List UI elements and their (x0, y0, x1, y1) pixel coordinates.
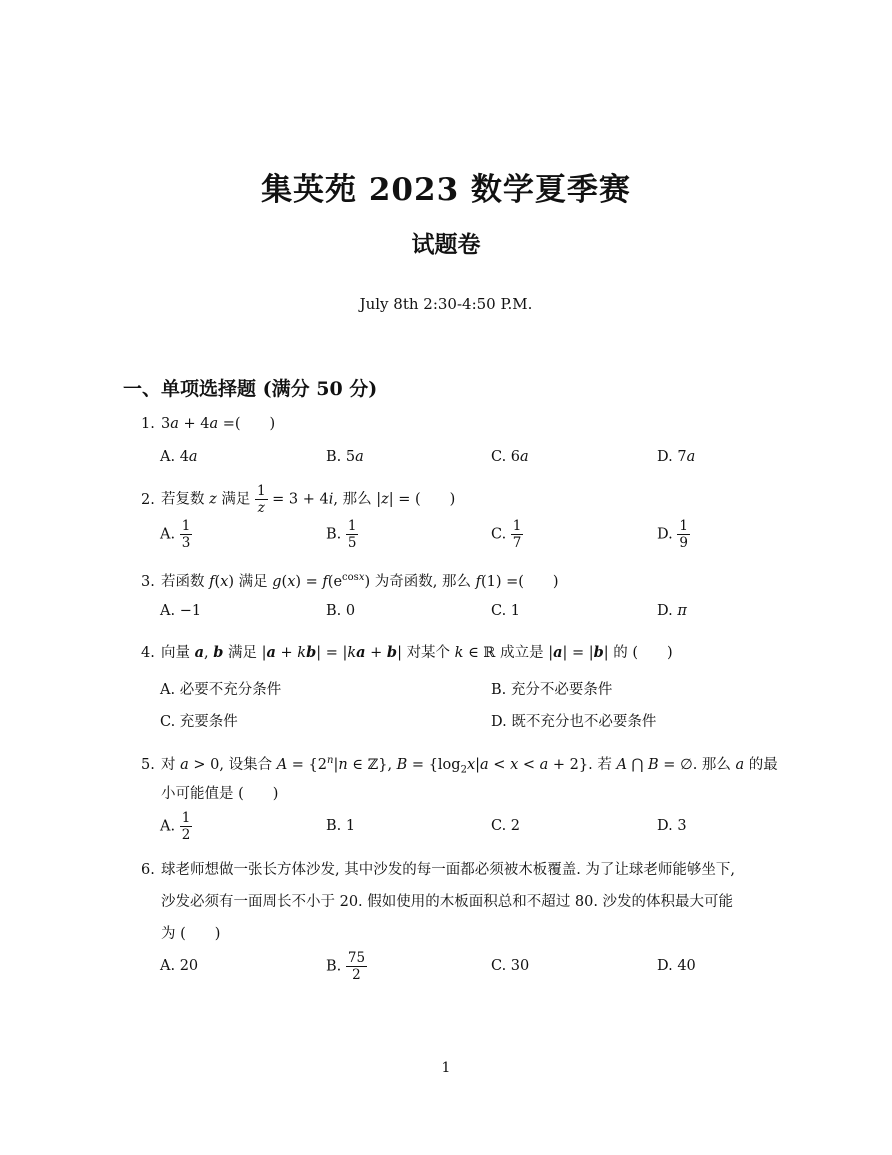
q4-option-b: B. 充分不必要条件 (491, 682, 613, 698)
q5-option-b: B. 1 (326, 818, 356, 834)
q2-option-d: D. $\frac{1}{9}$ (657, 518, 688, 551)
exam-date: July 8th 2:30-4:50 P.M. (359, 295, 533, 313)
q3-option-a: A. −1 (160, 603, 202, 619)
q4-option-c: C. 充要条件 (160, 714, 238, 730)
q6-option-d: D. 40 (657, 958, 696, 974)
exam-title: 集英苑 2023 数学夏季赛 (261, 172, 631, 208)
q5-option-d: D. 3 (657, 818, 687, 834)
question-6-stem-line3: 为 ( ) (161, 926, 221, 942)
q6-option-b: B. $\frac{75}{2}$ (326, 950, 366, 983)
q5-option-c: C. 2 (491, 818, 521, 834)
question-6-stem-line2: 沙发必须有一面周长不小于 20. 假如使用的木板面积总和不超过 80. 沙发的体积最大可能 (161, 894, 734, 910)
q1-option-c: C. 6a (491, 449, 529, 465)
q4-option-a: A. 必要不充分条件 (160, 682, 282, 698)
question-3-stem: 3. 若函数 f(x) 满足 $g(x) = f(e^{cosx})$ 为奇函数, 那么 f(1) =( ) (141, 572, 559, 590)
q1-option-d: D. 7a (657, 449, 696, 465)
exam-subtitle: 试题卷 (411, 231, 481, 258)
question-5-stem-line2: 小可能值是 ( ) (161, 786, 279, 802)
question-2-stem: 2. 若复数 z 满足 $\frac{1}{z}$ = 3 + 4i, 那么 |z| = ( ) (141, 483, 456, 516)
q6-option-a: A. 20 (160, 958, 199, 974)
question-1-stem: 1. 3a + 4a =( ) (141, 416, 276, 432)
q1-option-a: A. 4a (160, 449, 198, 465)
q2-option-c: C. $\frac{1}{7}$ (491, 518, 522, 551)
q5-option-a: A. $\frac{1}{2}$ (160, 810, 191, 843)
q3-option-c: C. 1 (491, 603, 521, 619)
q4-option-d: D. 既不充分也不必要条件 (491, 714, 657, 730)
page-number: 1 (441, 1060, 451, 1076)
q2-option-a: A. $\frac{1}{3}$ (160, 518, 191, 551)
question-5-stem: 5. 对 a > 0, 设集合 $A = \{2^n|n$ ∈ ℤ}, $B = \{\log_2x|a < x < a + 2\}$. 若 A ⋂ B = ∅. 那么 a 的最 (141, 755, 778, 776)
q1-option-b: B. 5a (326, 449, 364, 465)
q3-option-d: D. π (657, 603, 687, 619)
question-4-stem: 4. 向量 a, b 满足 |a + kb| = |ka + b| 对某个 k ∈ ℝ 成立是 |a| = |b| 的 ( ) (141, 644, 673, 661)
q3-option-b: B. 0 (326, 603, 356, 619)
q6-option-c: C. 30 (491, 958, 530, 974)
section-heading: 一、单项选择题 (满分 50 分) (123, 378, 378, 400)
question-6-stem: 6. 球老师想做一张长方体沙发, 其中沙发的每一面都必须被木板覆盖. 为了让球老师能够坐下, (141, 862, 736, 878)
q2-option-b: B. $\frac{1}{5}$ (326, 518, 357, 551)
